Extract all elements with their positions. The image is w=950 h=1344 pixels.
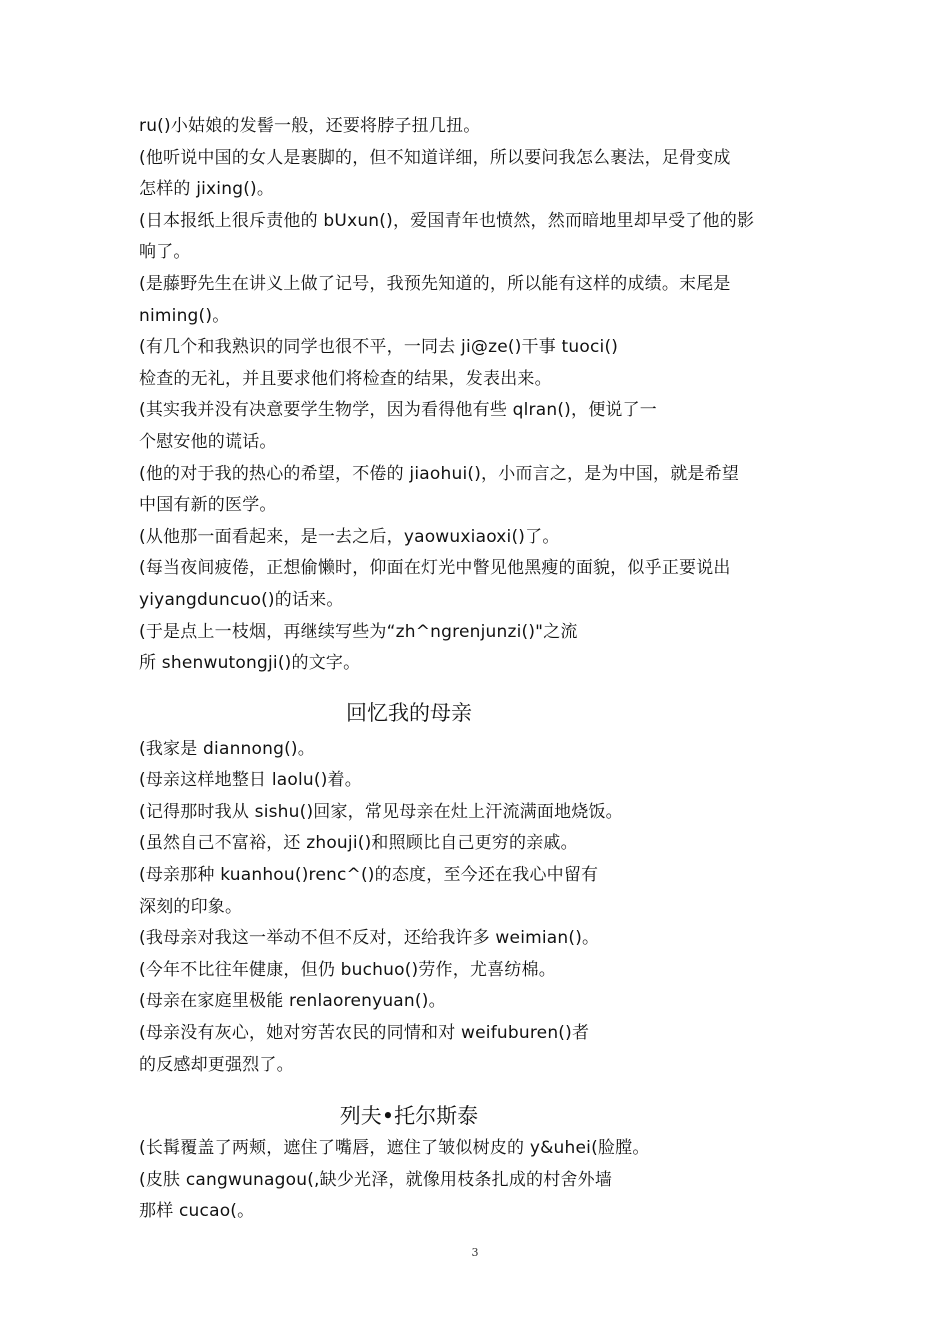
text-line: (母亲那种 kuanhou()renc^()的态度，至今还在我心中留有 bbox=[139, 865, 599, 886]
text-line: (今年不比往年健康，但仍 buchuo()劳作，尤喜纺棉。 bbox=[139, 959, 556, 980]
text-line: 怎样的 jixing()。 bbox=[139, 179, 275, 200]
section-title: 列夫•托尔斯泰 bbox=[339, 1104, 479, 1129]
text-line: (母亲在家庭里极能 renlaorenyuan()。 bbox=[139, 991, 446, 1012]
section-a bbox=[139, 111, 839, 680]
text-line: (是藤野先生在讲义上做了记号，我预先知道的，所以能有这样的成绩。末尾是 bbox=[139, 273, 731, 294]
text-line: (从他那一面看起来，是一去之后，yaowuxiaoxi()了。 bbox=[139, 526, 560, 547]
text-line: (母亲这样地整日 laolu()着。 bbox=[139, 770, 362, 791]
text-line: (有几个和我熟识的同学也很不平，一同去 ji@ze()干事 tuoci() bbox=[139, 337, 619, 358]
text-line: (他的对于我的热心的希望，不倦的 jiaohui()，小而言之，是为中国，就是希望 bbox=[139, 463, 740, 484]
text-line: 中国有新的医学。 bbox=[139, 495, 277, 516]
text-line: 所 shenwutongji()的文字。 bbox=[139, 653, 361, 674]
text-line: (他听说中国的女人是裹脚的，但不知道详细，所以要问我怎么裹法，足骨变成 bbox=[139, 147, 731, 168]
page-number: 3 bbox=[471, 1246, 479, 1259]
section-c bbox=[139, 1099, 839, 1228]
text-line: ru()小姑娘的发髻一般，还要将脖子扭几扭。 bbox=[139, 116, 481, 136]
text-line: 个慰安他的谎话。 bbox=[139, 431, 277, 452]
text-line: (每当夜间疲倦，正想偷懒时，仰面在灯光中瞥见他黑瘦的面貌，似乎正要说出 bbox=[139, 558, 731, 579]
text-line: 的反感却更强烈了。 bbox=[139, 1054, 294, 1075]
text-line: (记得那时我从 sishu()回家，常见母亲在灶上汗流满面地烧饭。 bbox=[139, 801, 623, 822]
text-line: 深刻的印象。 bbox=[139, 896, 243, 917]
text-line: 响了。 bbox=[139, 242, 191, 263]
text-line: (长髯覆盖了两颊，遮住了嘴唇，遮住了皱似树皮的 y&uhei(脸膛。 bbox=[139, 1138, 650, 1159]
section-title: 回忆我的母亲 bbox=[346, 700, 472, 725]
text-line: yiyangduncuo()的话来。 bbox=[139, 589, 344, 610]
text-line: (虽然自己不富裕，还 zhouji()和照顾比自己更穷的亲戚。 bbox=[139, 833, 578, 854]
text-line: (皮肤 cangwunagou(,缺少光泽，就像用枝条扎成的村舍外墙 bbox=[139, 1169, 613, 1190]
text-line: (我母亲对我这一举动不但不反对，还给我许多 weimian()。 bbox=[139, 928, 600, 949]
text-line: (母亲没有灰心，她对穷苦农民的同情和对 weifuburen()者 bbox=[139, 1023, 590, 1044]
text-line: (我家是 diannong()。 bbox=[139, 738, 315, 759]
text-line: (日本报纸上很斥责他的 bUxun()，爱国青年也愤然，然而暗地里却早受了他的影 bbox=[139, 210, 755, 231]
text-line: (于是点上一枝烟，再继续写些为“zh^ngrenjunzi()"之流 bbox=[139, 621, 578, 642]
text-line: niming()。 bbox=[139, 305, 230, 326]
text-line: (其实我并没有决意要学生物学，因为看得他有些 qlran()，便说了一 bbox=[139, 400, 657, 421]
page-content bbox=[139, 111, 839, 1228]
text-line: 检查的无礼，并且要求他们将检查的结果，发表出来。 bbox=[139, 368, 552, 389]
section-b bbox=[139, 696, 839, 1082]
text-line: 那样 cucao(。 bbox=[139, 1201, 255, 1222]
